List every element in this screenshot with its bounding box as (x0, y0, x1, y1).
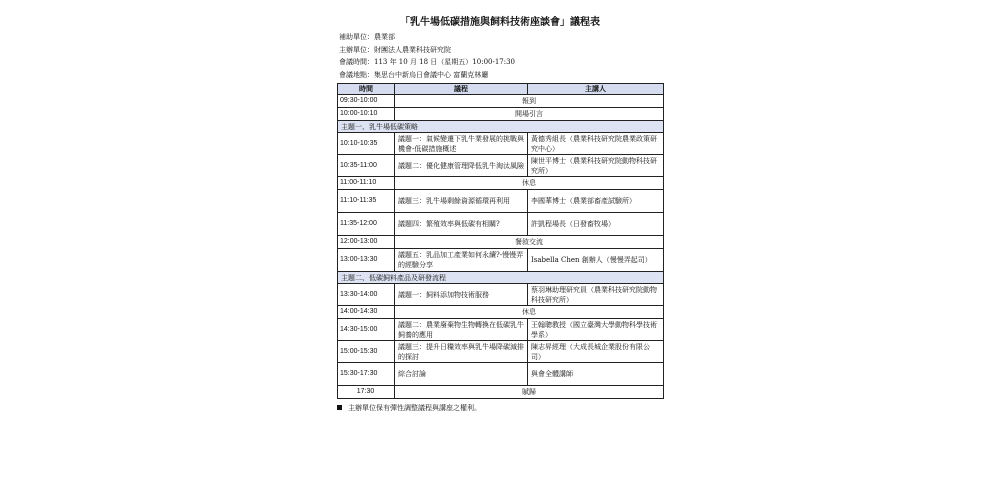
table-row (338, 386, 664, 399)
time-cell: 17:30 (338, 386, 395, 399)
time-cell: 15:00-15:30 (338, 341, 395, 363)
info-time: 會議時間：113 年 10 月 18 日（星期五）10:00-17:30 (339, 58, 516, 66)
table-row (338, 155, 664, 177)
agenda-cell: 議題一：氣候變遷下乳牛業發展的挑戰與機會-低碳措施概述 (395, 133, 528, 155)
time-cell: 09:30-10:00 (338, 95, 395, 108)
time-cell: 15:30-17:30 (338, 363, 395, 386)
time-cell: 13:00-13:30 (338, 249, 395, 272)
time-cell: 10:10-10:35 (338, 133, 395, 155)
info-sponsor: 補助單位：農業部 (339, 33, 395, 41)
speaker-cell: 陳志昇經理（大成長城企業股份有限公司） (528, 341, 664, 363)
table-header-row (338, 84, 664, 95)
speaker-cell: 黃德秀組長（農業科技研究院農業政策研究中心） (528, 133, 664, 155)
agenda-body (338, 95, 664, 399)
agenda-document (337, 14, 663, 413)
time-cell: 14:00-14:30 (338, 306, 395, 319)
agenda-cell: 綜合討論 (395, 363, 528, 386)
agenda-cell: 議題二：優化健康管理降低乳牛淘汰風險 (395, 155, 528, 177)
speaker-cell: 李國華博士（農業部畜產試驗所） (528, 190, 664, 213)
speaker-cell: 許凱程場長（日發畜牧場） (528, 213, 664, 236)
time-cell: 14:30-15:00 (338, 319, 395, 341)
square-bullet-icon (337, 405, 342, 410)
agenda-cell: 議題二：農業廢棄物生物轉換在低碳乳牛飼養的應用 (395, 319, 528, 341)
topic-row (338, 272, 664, 284)
agenda-cell: 休息 (395, 306, 664, 319)
time-cell: 10:00-10:10 (338, 108, 395, 121)
speaker-cell: 王翰聰教授（國立臺灣大學動物科學技術學系） (528, 319, 664, 341)
agenda-cell: 休息 (395, 177, 664, 190)
header-speaker: 主講人 (528, 84, 664, 95)
table-row (338, 341, 664, 363)
table-row (338, 249, 664, 272)
table-row (338, 133, 664, 155)
table-row (338, 190, 664, 213)
agenda-cell: 議題三：提升日糧效率與乳牛場降碳減排的探討 (395, 341, 528, 363)
agenda-cell: 議題四：繁殖效率與低碳有相關? (395, 213, 528, 236)
table-row (338, 108, 664, 121)
time-cell: 11:35-12:00 (338, 213, 395, 236)
agenda-table (337, 83, 664, 399)
agenda-cell: 議題五：乳品加工產業如何永續?-慢慢弄的經驗分享 (395, 249, 528, 272)
time-cell: 12:00-13:00 (338, 236, 395, 249)
agenda-cell: 議題一：飼料添加物技術服務 (395, 284, 528, 306)
speaker-cell: 與會全體講師 (528, 363, 664, 386)
info-organizer: 主辦單位：財團法人農業科技研究院 (339, 45, 451, 54)
time-cell: 11:10-11:35 (338, 190, 395, 213)
agenda-cell: 議題三：乳牛場剩餘資源循環再利用 (395, 190, 528, 213)
agenda-cell: 賦歸 (395, 386, 664, 399)
time-cell: 11:00-11:10 (338, 177, 395, 190)
footnote (337, 403, 663, 413)
table-row (338, 363, 664, 386)
table-row (338, 236, 664, 249)
footnote-text: 主辦單位保有彈性調整議程與講座之權利。 (348, 404, 481, 412)
time-cell: 10:35-11:00 (338, 155, 395, 177)
document-title: 「乳牛場低碳措施與飼料技術座談會」議程表 (400, 17, 600, 28)
header-time: 時間 (338, 84, 395, 95)
agenda-cell: 開場引言 (395, 108, 664, 121)
topic-row (338, 121, 664, 133)
table-row (338, 177, 664, 190)
table-row (338, 319, 664, 341)
agenda-cell: 餐敘交流 (395, 236, 664, 249)
table-row (338, 213, 664, 236)
agenda-cell: 報到 (395, 95, 664, 108)
time-cell: 13:30-14:00 (338, 284, 395, 306)
topic-title: 主題一、乳牛場低碳策略 (338, 121, 664, 133)
speaker-cell: Isabella Chen 創辦人（慢慢弄起司） (528, 249, 664, 272)
info-venue: 會議地點：集思台中新烏日會議中心 富蘭克林廳 (339, 70, 489, 79)
table-row (338, 95, 664, 108)
table-row (338, 306, 664, 319)
topic-title: 主題二、低碳飼料產品及研發流程 (338, 272, 664, 284)
header-agenda: 議程 (395, 84, 528, 95)
speaker-cell: 蔡羽琳助理研究員（農業科技研究院動物科技研究所） (528, 284, 664, 306)
speaker-cell: 陳世平博士（農業科技研究院動物科技研究所） (528, 155, 664, 177)
table-row (338, 284, 664, 306)
